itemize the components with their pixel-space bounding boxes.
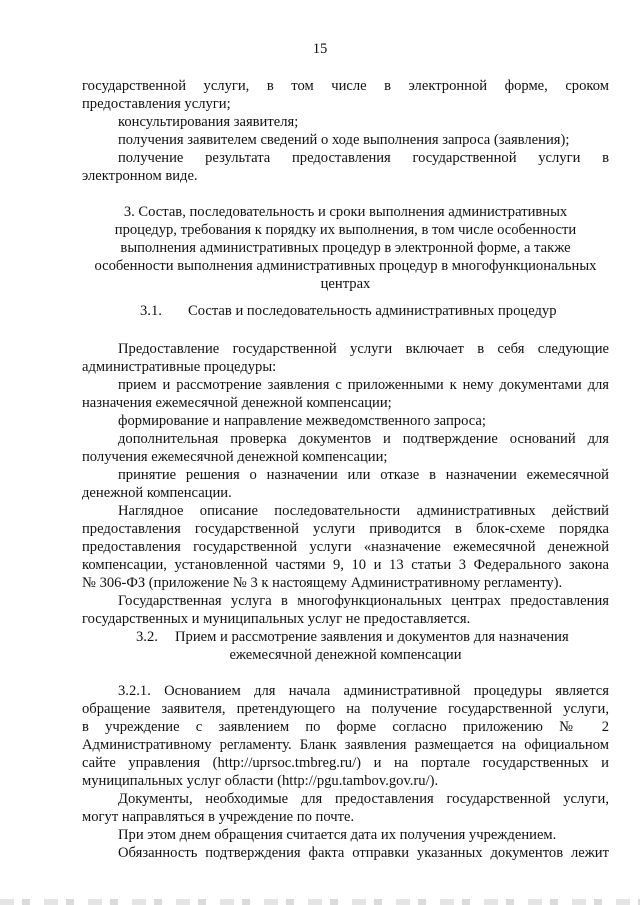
text-line: 3.2.1. Основанием для начала административной процедуры является — [118, 683, 609, 699]
text-line: принятие решения о назначении или отказе в назначении ежемесячной — [118, 467, 609, 483]
text-line: денежной компенсации. — [82, 485, 232, 501]
section-heading-line: процедур, требования к порядку их выполнения, в том числе особенности — [114, 222, 577, 238]
text-line: консультирования заявителя; — [118, 114, 299, 130]
section-heading-line: особенности выполнения административных процедур в многофункциональных — [94, 258, 597, 274]
section-heading-line: выполнения административных процедур в электронной форме, а также — [120, 240, 571, 256]
text-line: компенсации, установленной частями 9, 10 и 13 статьи 3 Федерального закона — [82, 557, 609, 573]
text-line: сайте управления (http://uprsoc.tmbreg.ru/) и на портале государственных и — [82, 755, 609, 771]
scan-edge-artifact — [0, 899, 640, 905]
text-line: формирование и направление межведомственного запроса; — [118, 413, 486, 429]
section-heading-line: 3. Состав, последовательность и сроки выполнения административных — [123, 204, 568, 220]
text-line: в учреждение с заявлением по форме согласно приложению № 2 — [82, 719, 609, 735]
text-line: обращение заявителя, претендующего на получение государственной услуги, — [82, 701, 609, 717]
text-line: дополнительная проверка документов и подтверждение оснований для — [118, 431, 609, 447]
section-heading-line: центрах — [320, 276, 371, 292]
text-line: предоставления государственной услуги приводится в блок-схеме порядка — [82, 521, 609, 537]
text-line: государственных и муниципальных услуг не предоставляется. — [82, 611, 471, 627]
text-line: Предоставление государственной услуги включает в себя следующие — [118, 341, 609, 357]
text-line: муниципальных услуг области (http://pgu.tambov.gov.ru/). — [82, 773, 439, 789]
text-line: назначения ежемесячной денежной компенсации; — [82, 395, 392, 411]
subsection-title: Прием и рассмотрение заявления и документов для назначения — [175, 629, 569, 645]
text-line: Обязанность подтверждения факта отправки указанных документов лежит — [118, 845, 609, 861]
text-line: Административному регламенту. Бланк заявления размещается на официальном — [82, 737, 609, 753]
subsection-title: Состав и последовательность административных процедур — [188, 303, 557, 319]
subsection-number: 3.2. — [136, 629, 158, 645]
text-line: прием и рассмотрение заявления с приложенными к нему документами для — [118, 377, 609, 393]
text-line: Документы, необходимые для предоставления государственной услуги, — [118, 791, 609, 807]
text-line: предоставления государственной услуги «назначение ежемесячной денежной — [82, 539, 609, 555]
text-line: получения заявителем сведений о ходе выполнения запроса (заявления); — [118, 132, 570, 148]
text-line: предоставления услуги; — [82, 96, 231, 112]
text-line: получения ежемесячной денежной компенсации; — [82, 449, 388, 465]
text-line: электронном виде. — [82, 168, 198, 184]
text-line: могут направляться в учреждение по почте. — [82, 809, 355, 825]
subsection-title: ежемесячной денежной компенсации — [229, 647, 462, 663]
text-line: При этом днем обращения считается дата их получения учреждением. — [118, 827, 557, 843]
text-line: получение результата предоставления государственной услуги в — [118, 150, 609, 166]
text-line: государственной услуги, в том числе в электронной форме, сроком — [82, 78, 609, 94]
text-line: Наглядное описание последовательности административных действий — [118, 503, 609, 519]
text-line: Государственная услуга в многофункциональных центрах предоставления — [118, 593, 609, 609]
subsection-number: 3.1. — [140, 303, 162, 319]
page-number: 15 — [312, 41, 328, 57]
text-line: административные процедуры: — [82, 359, 277, 375]
text-line: № 306-ФЗ (приложение № 3 к настоящему Административному регламенту). — [82, 575, 563, 591]
